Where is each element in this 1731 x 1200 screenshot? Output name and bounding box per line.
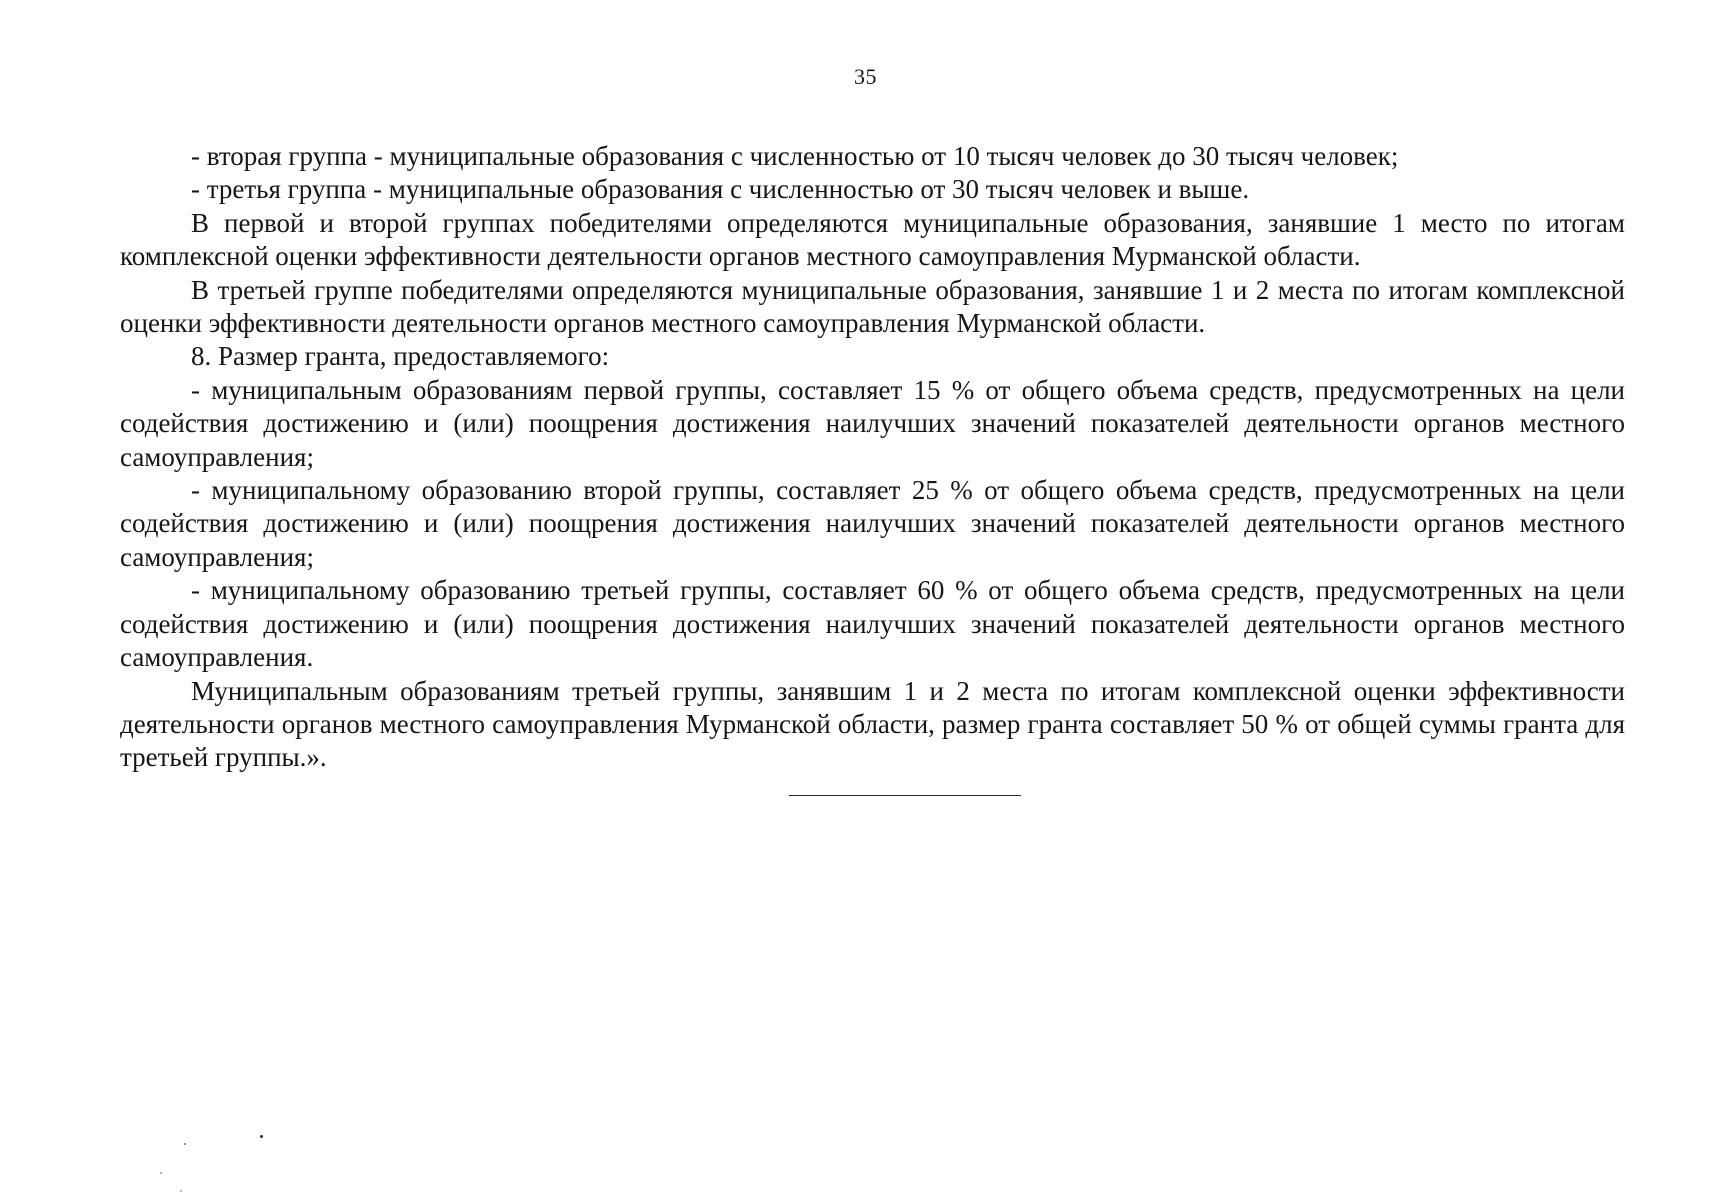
scan-speck <box>260 1135 263 1138</box>
paragraph-winners-third-group: В третьей группе победителями определяются муниципальные образования, занявшие 1 и 2 места по итогам комплексной оценки эффективности деятельности органов местного самоуправления Мурманской области. <box>120 274 1625 339</box>
paragraph-grant-size-heading: 8. Размер гранта, предоставляемого: <box>191 341 610 372</box>
paragraph-grant-first-group: - муниципальным образованиям первой группы, составляет 15 % от общего объема средств, предусмотренных на цели содействия достижению и (или) поощрения достижения наилучших значений показателей деятельности органов местного самоуправления; <box>120 374 1625 472</box>
closing-separator-line <box>789 795 1021 796</box>
paragraph-second-group: - вторая группа - муниципальные образования с численностью от 10 тысяч человек до 30 тысяч человек; <box>191 141 1399 171</box>
paragraph-grant-second-group: - муниципальному образованию второй группы, составляет 25 % от общего объема средств, предусмотренных на цели содействия достижению и (или) поощрения достижения наилучших значений показателей деятельности органов местного самоуправления; <box>120 475 1625 572</box>
paragraph-grant-split-third-group: Муниципальным образованиям третьей группы, занявшим 1 и 2 места по итогам комплексной оценки эффективности деятельности органов местного самоуправления Мурманской области, размер гранта составляет 50 % от общей суммы гранта для третьей группы.». <box>120 675 1625 773</box>
page-number: 35 <box>854 64 877 89</box>
scan-speck <box>180 1190 182 1192</box>
paragraph-third-group: - третья группа - муниципальные образования с численностью от 30 тысяч человек и выше. <box>191 174 1250 205</box>
scan-speck <box>160 1172 162 1174</box>
scan-speck <box>184 1143 186 1145</box>
paragraph-grant-third-group: - муниципальному образованию третьей группы, составляет 60 % от общего объема средств, предусмотренных на цели содействия достижению и (или) поощрения достижения наилучших значений показателей деятельности органов местного самоуправления. <box>120 575 1625 673</box>
paragraph-winners-first-second-groups: В первой и второй группах победителями определяются муниципальные образования, занявшие 1 место по итогам комплексной оценки эффективности деятельности органов местного самоуправления Мурманской области. <box>120 207 1625 272</box>
document-body <box>120 140 1625 775</box>
